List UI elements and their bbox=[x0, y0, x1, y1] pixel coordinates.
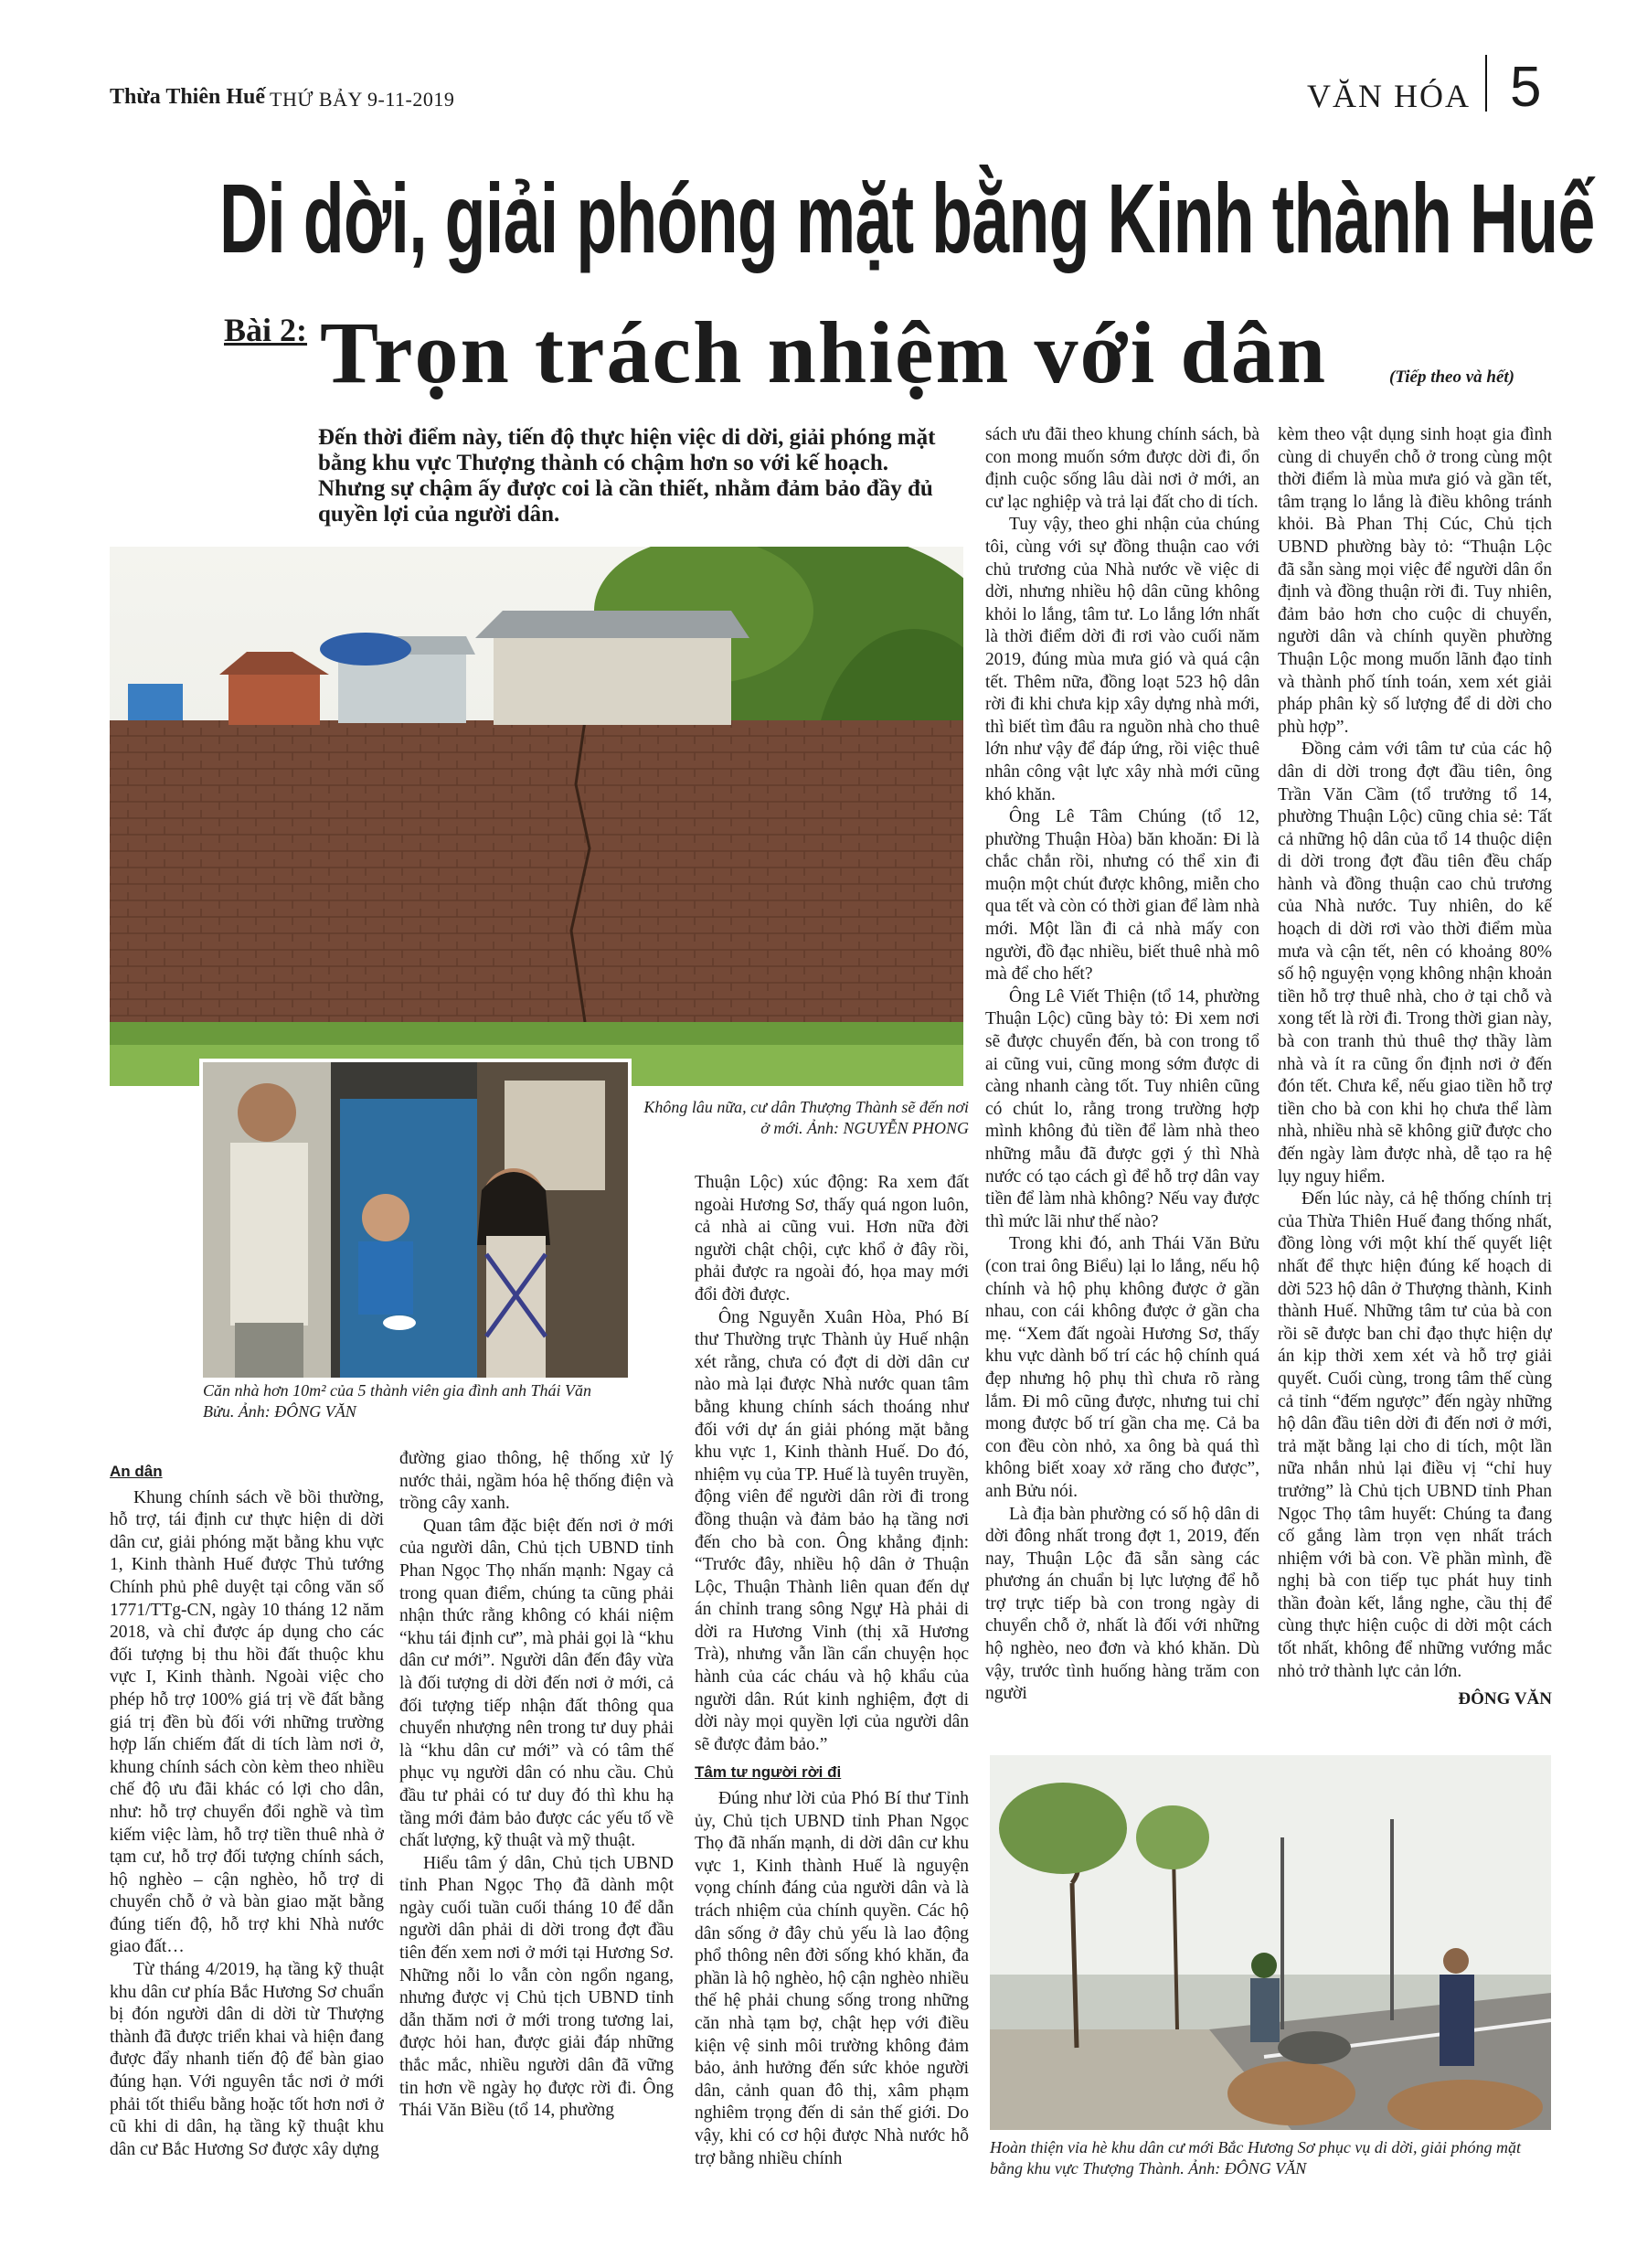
byline: ĐÔNG VĂN bbox=[1458, 1689, 1552, 1709]
paragraph: Hiểu tâm ý dân, Chủ tịch UBND tỉnh Phan Ngọc Thọ đã dành một ngày cuối tuần cuối tháng 10 để dẫn người dân phải di dời trong đợt đầu tiên đến xem nơi ở mới tại Hương Sơ. Những nỗi lo vẫn còn ngổn ngang, nhưng được vị Chủ tịch UBND tỉnh dẫn thăm nơi ở mới trong tương lai, được hỏi han, được giải đáp những thắc mắc, nhiều người dân đã vững tin hơn về ngày họ được rời đi. Ông Thái Văn Biều (tổ 14, phường bbox=[399, 1853, 674, 2121]
part-label: Bài 2: bbox=[224, 312, 308, 348]
continuation-note: (Tiếp theo và hết) bbox=[1389, 367, 1515, 387]
photo2-caption: Căn nhà hơn 10m² của 5 thành viên gia đình anh Thái Văn Bửu. Ảnh: ĐÔNG VĂN bbox=[203, 1381, 591, 1421]
article-column-3 bbox=[695, 1172, 969, 2207]
paragraph: Ông Nguyễn Xuân Hòa, Phó Bí thư Thường trực Thành ủy Huế nhận xét rằng, chưa có đợt di dời dân cư nào mà lại được Nhà nước quan tâm bằng khung chính sách thoáng như đối với dự án giải phóng mặt bằng khu vực 1, Kinh thành Huế. Do đó, nhiệm vụ của TP. Huế là tuyên truyền, động viên để người dân rời đi trong đồng thuận và đảm bảo hạ tầng nơi đến cho bà con. Ông khẳng định: “Trước đây, nhiều hộ dân ở Thuận Lộc, Thuận Thành liên quan đến dự án chỉnh trang sông Ngự Hà phải di dời ra Hương Vinh (thị xã Hương Trà), nhưng vẫn lần cẩn chuyện học hành của các cháu và hộ khẩu của người dân. Rút kinh nghiệm, đợt di dời này mọi quyền lợi của người dân sẽ được đảm bảo.” bbox=[695, 1307, 969, 1754]
page-number: 5 bbox=[1510, 56, 1542, 119]
paragraph: Quan tâm đặc biệt đến nơi ở mới của người dân, Chủ tịch UBND tỉnh Phan Ngọc Thọ nhấn mạnh: Ngay cả trong quan điểm, chúng ta cũng phải nhận thức rằng không có khái niệm “khu tái định cư”, mà phải gọi là “khu dân cư mới”. Người dân đến đây vừa là đối tượng di dời đến nơi ở mới, cả đối tượng tiếp nhận đất thông qua chuyển nhượng nên trong tư duy phải là “khu dân cư mới” và có tâm thế phục vụ người dân có nhu cầu. Chủ đầu tư phải có tư duy đó thì khu hạ tầng mới đảm bảo được các yếu tố về chất lượng, kỹ thuật và mỹ thuật. bbox=[399, 1516, 674, 1851]
paragraph: Đồng cảm với tâm tư của các hộ dân di dời trong đợt đầu tiên, ông Trần Văn Cầm (tổ trưởng tổ 14, phường Thuận Lộc) cũng chia sẻ: Tất cả những hộ dân của tổ 14 thuộc diện di dời trong đợt đầu tiên đều chấp hành và đồng thuận cao chủ trương của Nhà nước. Tuy nhiên, do kế hoạch di dời rơi vào thời điểm mùa mưa và cận tết, nên có khoảng 80% số hộ nguyện vọng không nhận khoản tiền hỗ trợ thuê nhà, cho ở tại chỗ và xong tết là rời đi. Trong thời gian này, bà con tranh thủ thuê thợ thầy làm nhà và ít ra cũng ổn định nơi ở đến đón tết. Chưa kể, nếu giao tiền hỗ trợ tiền cho bà con khi họ chưa thể làm nhà, nhiều nhà sẽ không giữ được cho đến ngày làm được nhà, dễ tạo ra hệ lụy nguy hiểm. bbox=[1278, 740, 1552, 1187]
paragraph: Thuận Lộc) xúc động: Ra xem đất ngoài Hương Sơ, thấy quá ngon luôn, cả nhà ai cũng vui. Hơn nữa đời người chật chội, cực khổ ở đây rồi, phải được ra ngoài đó, họa may mới đổi đời được. bbox=[695, 1173, 969, 1304]
paragraph: Trong khi đó, anh Thái Văn Bửu (con trai ông Biểu) lại lo lắng, nếu hộ chính và hộ phụ không được ở gần nhau, con cái không được ở gần cha mẹ. “Xem đất ngoài Hương Sơ, thấy khu vực dành bố trí các hộ chính quá đẹp nhưng hộ phụ thì chưa rõ ràng lắm. Đi mô cũng được, nhưng tui chỉ mong được bố trí gần cha mẹ. Cả ba con đều còn nhỏ, xa ông bà quá thì không biết xoay xở răng cho được”, anh Bửu nói. bbox=[985, 1234, 1259, 1501]
article-column-1 bbox=[110, 1455, 384, 2205]
paragraph: Đúng như lời của Phó Bí thư Tỉnh ủy, Chủ tịch UBND tỉnh Phan Ngọc Thọ đã nhấn mạnh, di dời dân cư khu vực 1, Kinh thành Huế là nguyện vọng chính đáng của người dân và là trách nhiệm của chính quyền. Các hộ dân sống ở đây chủ yếu là lao động phổ thông nên đời sống khó khăn, đa phần là hộ nghèo, hộ cận nghèo nhiều thế hệ phải chung sống trong những căn nhà tạm bợ, chật hẹp với điều kiện vệ sinh môi trường không đảm bảo, ảnh hưởng đến sức khỏe người dân, cảnh quan đô thị, xâm phạm nghiêm trọng đến di sản thế giới. Do vậy, khi có cơ hội được Nhà nước hỗ trợ bằng nhiều chính bbox=[695, 1789, 969, 2168]
issue-date: THỨ BẢY 9-11-2019 bbox=[270, 88, 455, 111]
paragraph: sách ưu đãi theo khung chính sách, bà con mong muốn sớm được dời đi, ổn định cuộc sống lâu dài nơi ở mới, an cư lạc nghiệp và trả lại đất cho di tích. bbox=[985, 425, 1259, 512]
section-heading-tam-tu: Tâm tư người rời đi bbox=[695, 1763, 842, 1782]
article-column-2 bbox=[399, 1448, 674, 2207]
paragraph: Đến lúc này, cả hệ thống chính trị của Thừa Thiên Huế đang thống nhất, đồng lòng với một khí thế quyết liệt nhất để thực hiện đúng kế hoạch di dời 523 hộ dân ở Thượng thành, Kinh thành Huế. Những tâm tư của bà con rồi sẽ được ban chỉ đạo thực hiện dự án kịp thời xem xét và hỗ trợ giải quyết. Cuối cùng, trong tâm thế cùng cả tỉnh “đếm ngược” đến ngày những hộ dân đầu tiên dời đi đến nơi ở mới, trả mặt bằng lại cho di tích, một lần nữa nhắn nhủ lại điều vị “chỉ huy trưởng” là Chủ tịch UBND tỉnh Phan Ngọc Thọ tâm huyết: Chúng ta đang cố gắng làm trọn vẹn nhất trách nhiệm với bà con. Về phần mình, đề nghị bà con tiếp tục phát huy tinh thần đoàn kết, lắng nghe, cầu thị để cùng thực hiện cuộc di dời một cách tốt nhất, không để những vướng mắc nhỏ trở thành lực cản lớn. bbox=[1278, 1189, 1552, 1681]
family-house-photo bbox=[199, 1059, 632, 1381]
header-divider bbox=[1485, 55, 1487, 112]
paragraph: kèm theo vật dụng sinh hoạt gia đình cùng di chuyển chỗ ở trong cùng một thời điểm là mùa mưa gió và gần tết, tâm trạng lo lắng là điều không tránh khỏi. Bà Phan Thị Cúc, Chủ tịch UBND phường bày tỏ: “Thuận Lộc đã sẵn sàng mọi việc để người dân ổn định và đồng thuận rời đi. Tuy nhiên, đảm bảo hơn cho cuộc di chuyển, người dân và chính quyền phường Thuận Lộc mong muốn lãnh đạo tỉnh và thành phố tính toán, xem xét giải pháp phân kỳ số lượng để di dời cho phù hợp”. bbox=[1278, 425, 1552, 737]
article-column-5 bbox=[1278, 424, 1552, 1748]
masthead: Thừa Thiên Huế bbox=[110, 85, 266, 109]
lead-paragraph: Đến thời điểm này, tiến độ thực hiện việc di dời, giải phóng mặt bằng khu vực Thượng thành có chậm hơn so với kế hoạch. Nhưng sự chậm ấy được coi là cần thiết, nhằm đảm bảo đầy đủ quyền lợi của người dân. bbox=[318, 425, 936, 527]
paragraph: Khung chính sách về bồi thường, hỗ trợ, tái định cư thực hiện di dời dân cư, giải phóng mặt bằng khu vực 1, Kinh thành Huế được Thủ tướng Chính phủ phê duyệt tại công văn số 1771/TTg-CN, ngày 10 tháng 12 năm 2018, và chỉ được áp dụng cho các đối tượng bị thu hồi đất thuộc khu vực I, Kinh thành. Ngoài việc cho phép hỗ trợ 100% giá trị về đất bằng giá trị đền bù đối với những trường hợp lấn chiếm đất di tích làm nơi ở, khung chính sách còn kèm theo nhiều chế độ ưu đãi khác có lợi cho dân, như: hỗ trợ chuyển đổi nghề và tìm kiếm việc làm, hỗ trợ tiền thuê nhà ở tạm cư, hỗ trợ đối tượng chính sách, hộ nghèo – cận nghèo, hỗ trợ di chuyển chỗ ở và bàn giao mặt bằng đúng tiến độ, hỗ trợ khi Nhà nước giao đất… bbox=[110, 1487, 384, 1957]
citadel-wall-photo bbox=[110, 547, 963, 1086]
photo3-caption: Hoàn thiện vỉa hè khu dân cư mới Bắc Hương Sơ phục vụ di dời, giải phóng mặt bằng khu vực Thượng Thành. Ảnh: ĐÔNG VĂN bbox=[990, 2138, 1521, 2177]
photo1-caption: Không lâu nữa, cư dân Thượng Thành sẽ đến nơi ở mới. Ảnh: NGUYỄN PHONG bbox=[643, 1098, 969, 1137]
paragraph: đường giao thông, hệ thống xử lý nước thải, ngầm hóa hệ thống điện và trồng cây xanh. bbox=[399, 1449, 674, 1514]
paragraph: Ông Lê Viết Thiện (tổ 14, phường Thuận Lộc) cũng bày tỏ: Đi xem nơi sẽ được chuyển đến, bà con trong tổ ai cũng vui, cũng mong sớm được di càng nhanh càng tốt. Tuy nhiên cũng có chút lo, rằng trong trường hợp mình không đủ tiền để làm nhà theo những mẫu đã được gợi ý thì Nhà nước có tạo cách gì để hỗ trợ dân vay tiền để làm nhà không? Nếu vay được thì mức lãi như thế nào? bbox=[985, 986, 1259, 1231]
headline: Di dời, giải phóng mặt bằng Kinh thành Huế bbox=[219, 163, 1595, 273]
section-heading-an-dan: An dân bbox=[110, 1463, 163, 1480]
paragraph: Là địa bàn phường có số hộ dân di dời đông nhất trong đợt 1, 2019, đến nay, Thuận Lộc đã sẵn sàng các phương án chuẩn bị lực lượng để hỗ trợ trực tiếp bà con trong ngày di chuyển chỗ ở, nhất là đối với những hộ nghèo, neo đơn và khó khăn. Dù vậy, trước tình huống hàng trăm con người bbox=[985, 1504, 1259, 1704]
new-residential-area-photo bbox=[990, 1755, 1551, 2130]
paragraph: Từ tháng 4/2019, hạ tầng kỹ thuật khu dân cư phía Bắc Hương Sơ chuẩn bị đón người dân di dời từ Thượng thành đã được triển khai và hiện đang được đẩy nhanh tiến độ để bàn giao đúng hạn. Với nguyên tắc nơi ở mới phải tốt thiểu bằng hoặc tốt hơn nơi ở cũ khi di dân, hạ tầng kỹ thuật khu dân cư Bắc Hương Sơ được xây dựng bbox=[110, 1960, 384, 2159]
paragraph: Ông Lê Tâm Chúng (tổ 12, phường Thuận Hòa) băn khoăn: Đi là chắc chắn rồi, nhưng có thể xin đi muộn một chút được không, miễn cho qua tết và còn có thời gian để làm nhà mới. Một lần đi cả nhà mấy con người, đồ đạc nhiều, biết thuê nhà mô mà để cho hết? bbox=[985, 807, 1259, 985]
subheadline: Trọn trách nhiệm với dân bbox=[320, 303, 1328, 401]
section-name: VĂN HÓA bbox=[1307, 78, 1471, 114]
article-column-4 bbox=[985, 424, 1259, 1748]
paragraph: Tuy vậy, theo ghi nhận của chúng tôi, cùng với sự đồng thuận cao với chủ trương của Nhà nước về việc di dời, nhưng nhiều hộ dân cũng không khỏi lo lắng, tâm tư. Lo lắng lớn nhất là thời điểm dời đi rơi vào cuối năm 2019, đúng mùa mưa gió và quá cận tết. Thêm nữa, đồng loạt 523 hộ dân rời đi khi chưa kịp xây dựng nhà mới, thì biết tìm đâu ra nguồn nhà cho thuê lớn như vậy để đáp ứng, rồi việc thuê nhân công vật lực xây nhà mới cũng khó khăn. bbox=[985, 515, 1259, 804]
